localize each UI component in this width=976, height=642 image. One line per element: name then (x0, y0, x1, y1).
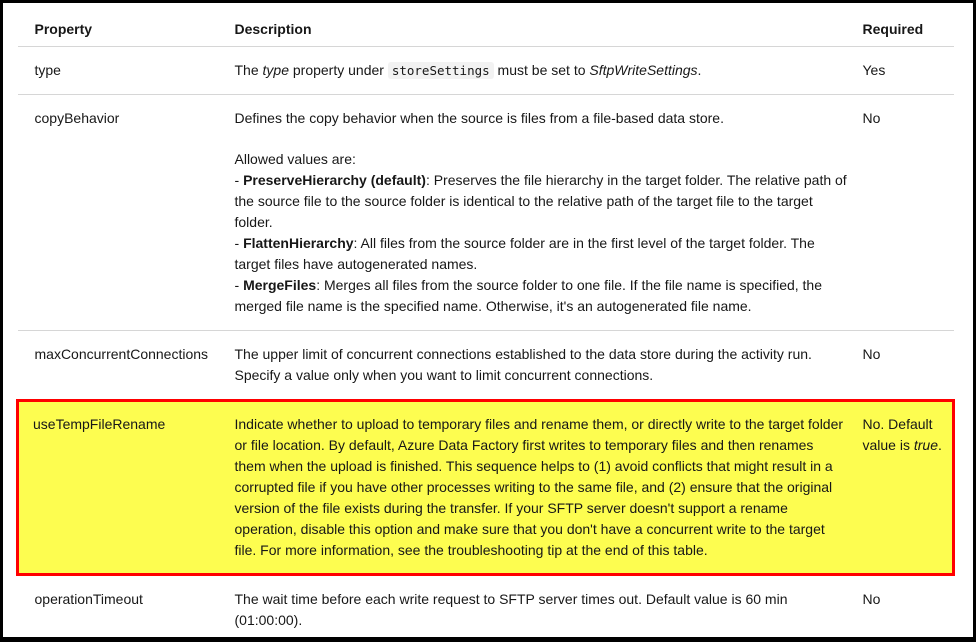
property-cell: useTempFileRename (18, 401, 235, 575)
table-row-highlighted (18, 401, 954, 575)
property-cell: type (18, 47, 235, 95)
description-cell (235, 331, 863, 401)
column-header-description: Description (235, 11, 863, 47)
description-paragraph: Allowed values are: - PreserveHierarchy (default): Preserves the file hierarchy in the target folder. The relative path of the source file to the source folder is identical to the relative path of the target file to the target folder. - FlattenHierarchy: All files from the source folder are in the first level of the target folder. The target files have autogenerated names. - MergeFiles: Merges all files from the source folder to one file. If the file name is specified, the merged file name is the specified name. Otherwise, it's an autogenerated file name. (234, 151, 847, 314)
table-header-row (18, 11, 954, 47)
column-header-property: Property (18, 11, 235, 47)
description-paragraph: The wait time before each write request to SFTP server times out. Default value is 60 min (01:00:00). (234, 591, 788, 628)
required-cell: No. Default value is true. (863, 401, 954, 575)
table-row (18, 47, 954, 95)
required-cell: No (863, 95, 954, 331)
required-cell: No (862, 591, 881, 607)
description-cell (235, 47, 863, 95)
property-cell: maxConcurrentConnections (18, 331, 235, 401)
property-cell: operationTimeout (34, 591, 143, 607)
table-row (18, 575, 954, 642)
description-paragraph: The upper limit of concurrent connections established to the data store during the activity run. Specify a value only when you want to limit concurrent connections. (234, 346, 812, 383)
table-row (18, 95, 954, 331)
required-cell: Yes (863, 47, 954, 95)
property-table (16, 11, 955, 642)
description-paragraph: Defines the copy behavior when the source is files from a file-based data store. (234, 110, 724, 126)
property-cell: copyBehavior (18, 95, 235, 331)
table-row (18, 331, 954, 401)
required-cell: No (863, 331, 954, 401)
column-header-required: Required (863, 11, 954, 47)
description-cell (235, 401, 863, 575)
property-table-body (18, 47, 954, 642)
description-paragraph: Indicate whether to upload to temporary files and rename them, or directly write to the target folder or file location. By default, Azure Data Factory first writes to temporary files and then renames them when the upload is finished. This sequence helps to (1) avoid conflicts that might result in a corrupted file if you have other processes writing to the same file, and (2) ensure that the original version of the file exists during the transfer. If your SFTP server doesn't support a rename operation, disable this option and make sure that you don't have a concurrent write to the target file. For more information, see the troubleshooting tip at the end of this table. (234, 416, 844, 558)
description-cell (235, 95, 863, 331)
description-paragraph: The type property under storeSettings must be set to SftpWriteSettings. (234, 62, 702, 78)
description-cell (235, 575, 863, 642)
